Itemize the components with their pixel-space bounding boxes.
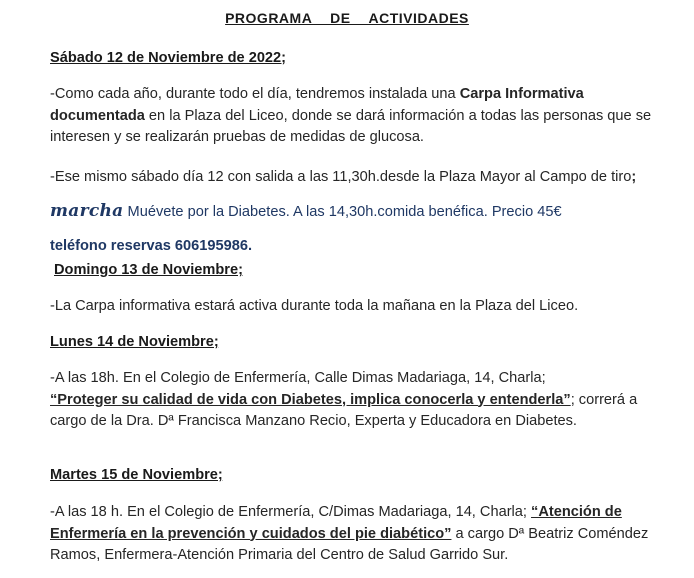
monday-paragraph-1 — [50, 368, 670, 433]
page-title: PROGRAMA DE ACTIVIDADES — [225, 10, 469, 26]
saturday-p2-marcha: marcha — [50, 201, 124, 221]
saturday-heading-block — [50, 48, 670, 70]
saturday-paragraph-2 — [50, 160, 670, 263]
sunday-paragraph-1 — [50, 296, 670, 318]
monday-heading-block — [50, 332, 670, 354]
sunday-p1-text: -La Carpa informativa estará activa durante toda la mañana en la Plaza del Liceo. — [50, 298, 579, 314]
tuesday-heading-block — [50, 465, 670, 487]
saturday-paragraph-1 — [50, 84, 670, 149]
tuesday-p1-text-a: -A las 18 h. En el Colegio de Enfermería, C/Dimas Madariaga, 14, Charla; — [50, 504, 532, 520]
saturday-p2-semicolon: ; — [631, 169, 637, 185]
saturday-heading: Sábado 12 de Noviembre de 2022; — [50, 50, 287, 66]
tuesday-paragraph-1 — [50, 502, 670, 567]
tuesday-p1-text-b: a cargo Dª Beatriz Coméndez Ramos, Enfermera-Atención Primaria del Centro de Salud Garrido Sur. — [50, 525, 649, 563]
monday-p1-text-b: ; correrá a cargo de la Dra. Dª Francisca Manzano Recio, Experta y Educadora en Diabetes. — [50, 391, 638, 429]
monday-p1-talk: “Proteger su calidad de vida con Diabetes, implica conocerla y entenderla” — [50, 391, 571, 408]
sunday-heading: Domingo 13 de Noviembre; — [54, 262, 243, 278]
saturday-p1-text-b: en la Plaza del Liceo, donde se dará información a todas las personas que se interesen y se realizarán pruebas de medidas de glucosa. — [50, 107, 652, 145]
saturday-p1-bold: Carpa Informativa documentada — [50, 86, 584, 124]
saturday-p2-blue-text: Muévete por la Diabetes. A las 14,30h.comida benéfica. Precio 45€ — [123, 204, 562, 220]
tuesday-heading: Martes 15 de Noviembre; — [50, 467, 223, 483]
saturday-p2-phone: teléfono reservas 606195986. — [50, 238, 253, 254]
monday-p1-text-a: -A las 18h. En el Colegio de Enfermería, Calle Dimas Madariaga, 14, Charla; — [50, 370, 546, 386]
monday-heading: Lunes 14 de Noviembre; — [50, 334, 219, 350]
saturday-p1-text-a: -Como cada año, durante todo el día, tendremos instalada una — [50, 86, 460, 102]
saturday-p2-text-a: -Ese mismo sábado día 12 con salida a las 11,30h.desde la Plaza Mayor al Campo de tiro — [50, 169, 632, 185]
tuesday-p1-talk: “Atención de Enfermería en la prevención y cuidados del pie diabético” — [50, 504, 622, 542]
sunday-heading-block — [54, 260, 674, 282]
